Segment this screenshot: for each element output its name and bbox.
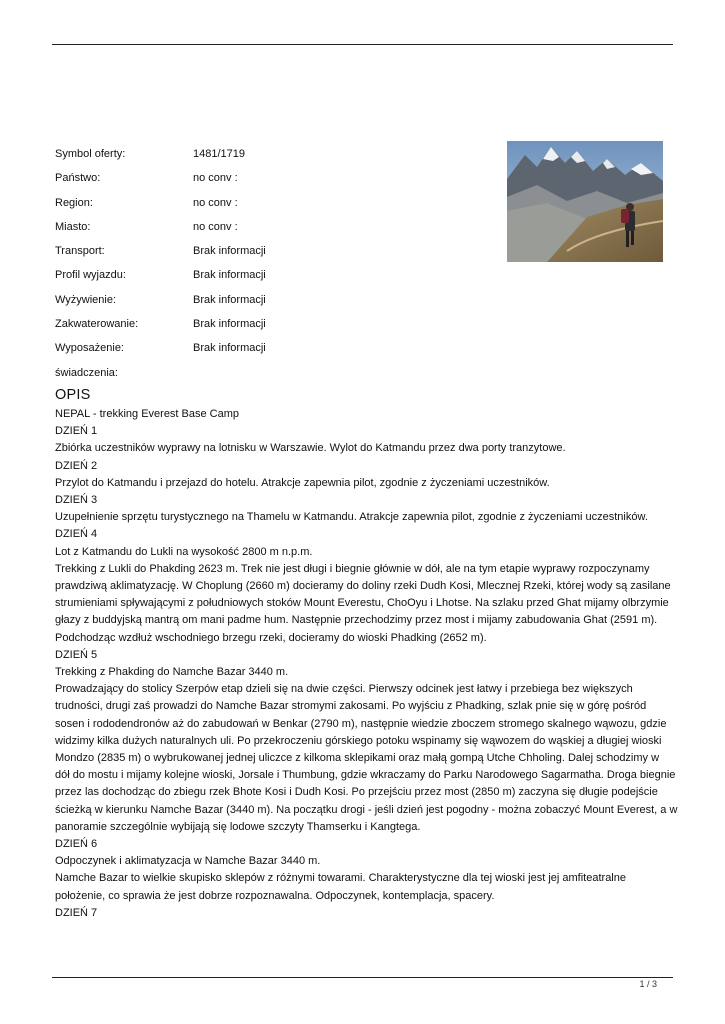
detail-row — [55, 239, 475, 263]
detail-value: Brak informacji — [193, 342, 266, 355]
description-line: Namche Bazar to wielkie skupisko sklepów z różnymi towarami. Charakterystyczne dla tej wioski jest jej amfiteatralne — [55, 872, 626, 885]
detail-value — [193, 361, 475, 385]
description — [55, 406, 680, 922]
detail-label: Profil wyjazdu: — [55, 269, 126, 282]
detail-value: Brak informacji — [193, 269, 266, 282]
detail-row — [55, 336, 475, 360]
detail-label: Wyżywienie: — [55, 293, 117, 306]
detail-value: no conv : — [193, 196, 238, 209]
description-line: sosen i rododendronów aż do zabudowań w Benkar (2790 m), następnie wiedzie zboczem stromego skalnego wąwozu, gdzie — [55, 717, 667, 730]
detail-row — [55, 191, 475, 215]
description-line: Odpoczynek i aklimatyzacja w Namche Bazar 3440 m. — [55, 855, 321, 868]
description-line: Podchodząc wzdłuż wschodniego brzegu rzeki, docieramy do wioski Phadking (2652 m). — [55, 631, 487, 644]
detail-value: Brak informacji — [193, 293, 266, 306]
detail-label: Zakwaterowanie: — [55, 318, 139, 331]
detail-label: Wyposażenie: — [55, 342, 124, 355]
description-line: Trekking z Phakding do Namche Bazar 3440 m. — [55, 666, 289, 679]
detail-row — [55, 288, 475, 312]
detail-label: świadczenia: — [55, 366, 118, 379]
day-heading: DZIEŃ 1 — [55, 425, 98, 438]
day-heading: DZIEŃ 5 — [55, 648, 98, 661]
detail-label: Region: — [55, 196, 93, 209]
detail-value: Brak informacji — [193, 245, 266, 258]
page-number: 1 / 3 — [639, 979, 657, 989]
day-heading: DZIEŃ 4 — [55, 528, 98, 541]
description-line: widzimy kilka dużych naturalnych uli. Po przekroczeniu górskiego potoku wspinamy się wąwozem do wąskiej a długiej wioski — [55, 734, 662, 747]
header-rule — [52, 44, 673, 45]
detail-value: Brak informacji — [193, 318, 266, 331]
description-line: przez las dochodząc do zbiegu rzek Bhote Kosi i Dudh Kosi. Po przejściu przez most (2850 m) zaczyna się długie podejście — [55, 786, 658, 799]
day-heading: DZIEŃ 2 — [55, 459, 98, 472]
detail-label: Państwo: — [55, 172, 101, 185]
description-line: położenie, co sprawia że jest dobrze rozpoznawalna. Odpoczynek, kontemplacja, spacery. — [55, 889, 495, 902]
detail-label: Miasto: — [55, 220, 91, 233]
description-line: dół do mostu i mijamy kolejne wioski, Jorsale i Thumbung, gdzie wkraczamy do Parku Narodowego Sagarmatha. Droga biegnie — [55, 769, 676, 782]
detail-value: no conv : — [193, 220, 238, 233]
detail-label: Transport: — [55, 245, 105, 258]
detail-value: 1481/1719 — [193, 148, 245, 160]
detail-label: Symbol oferty: — [55, 148, 126, 160]
description-line: Przylot do Katmandu i przejazd do hotelu. Atrakcje zapewnia pilot, zgodnie z życzeniami uczestników. — [55, 476, 550, 489]
description-line: panoramie szczególnie wybijają się lodowe szczyty Thamserku i Kangtega. — [55, 820, 421, 833]
description-line: głazy z buddyjską mantrą om mani padme hum. Następnie przechodzimy przez most i mijamy zabudowania Ghat (2591 m). — [55, 614, 658, 627]
description-line: NEPAL - trekking Everest Base Camp — [55, 408, 240, 420]
description-line: trudności, drugi zaś prowadzi do Namche Bazar stromymi zakosami. Po wyjściu z Phadking, szlak pnie się w górę pośród — [55, 700, 647, 713]
detail-row — [55, 263, 475, 287]
description-line: prawdziwą aklimatyzację. W Choplung (2660 m) docieramy do doliny rzeki Dudh Kosi, Mlecznej Rzeki, której wody są zasilane — [55, 580, 671, 593]
detail-row — [55, 312, 475, 336]
day-heading: DZIEŃ 3 — [55, 494, 98, 507]
description-line: Trekking z Lukli do Phakding 2623 m. Trek nie jest długi i biegnie głównie w dół, ale na tym etapie wyprawy rozpoczynamy — [55, 562, 650, 575]
day-heading: DZIEŃ 6 — [55, 838, 98, 851]
description-line: Mondzo (2835 m) o wybrukowanej jednej uliczce z kilkoma sklepikami oraz małą gompą Utche Chholing. Dalej schodzimy w — [55, 752, 660, 765]
description-line: ścieżką w kierunku Namche Bazar (3440 m). Na początku drogi - jeśli dzień jest pogodny - można zobaczyć Mount Everest, a w — [55, 803, 678, 816]
section-title: OPIS — [55, 387, 91, 403]
day-heading: DZIEŃ 7 — [55, 906, 98, 919]
description-line: strumieniami spływającymi z południowych stoków Mount Everestu, ChoOyu i Lhotse. Na szlaku przed Ghat mijamy olbrzymie — [55, 597, 669, 610]
description-line: Zbiórka uczestników wyprawy na lotnisku w Warszawie. Wylot do Katmandu przez dwa porty tranzytowe. — [55, 442, 566, 455]
detail-row — [55, 215, 475, 239]
offer-details — [55, 142, 475, 385]
trek-photo — [507, 141, 663, 262]
footer-rule — [52, 977, 673, 978]
description-line: Prowadzający do stolicy Szerpów etap dzieli się na dwie części. Pierwszy odcinek jest łatwy i przebiega bez większych — [55, 683, 633, 696]
description-line: Uzupełnienie sprzętu turystycznego na Thamelu w Katmandu. Atrakcje zapewnia pilot, zgodnie z życzeniami uczestników. — [55, 511, 648, 524]
detail-row — [55, 361, 475, 385]
detail-row — [55, 166, 475, 190]
detail-row — [55, 142, 475, 166]
detail-value: no conv : — [193, 172, 238, 185]
description-line: Lot z Katmandu do Lukli na wysokość 2800 m n.p.m. — [55, 545, 313, 558]
